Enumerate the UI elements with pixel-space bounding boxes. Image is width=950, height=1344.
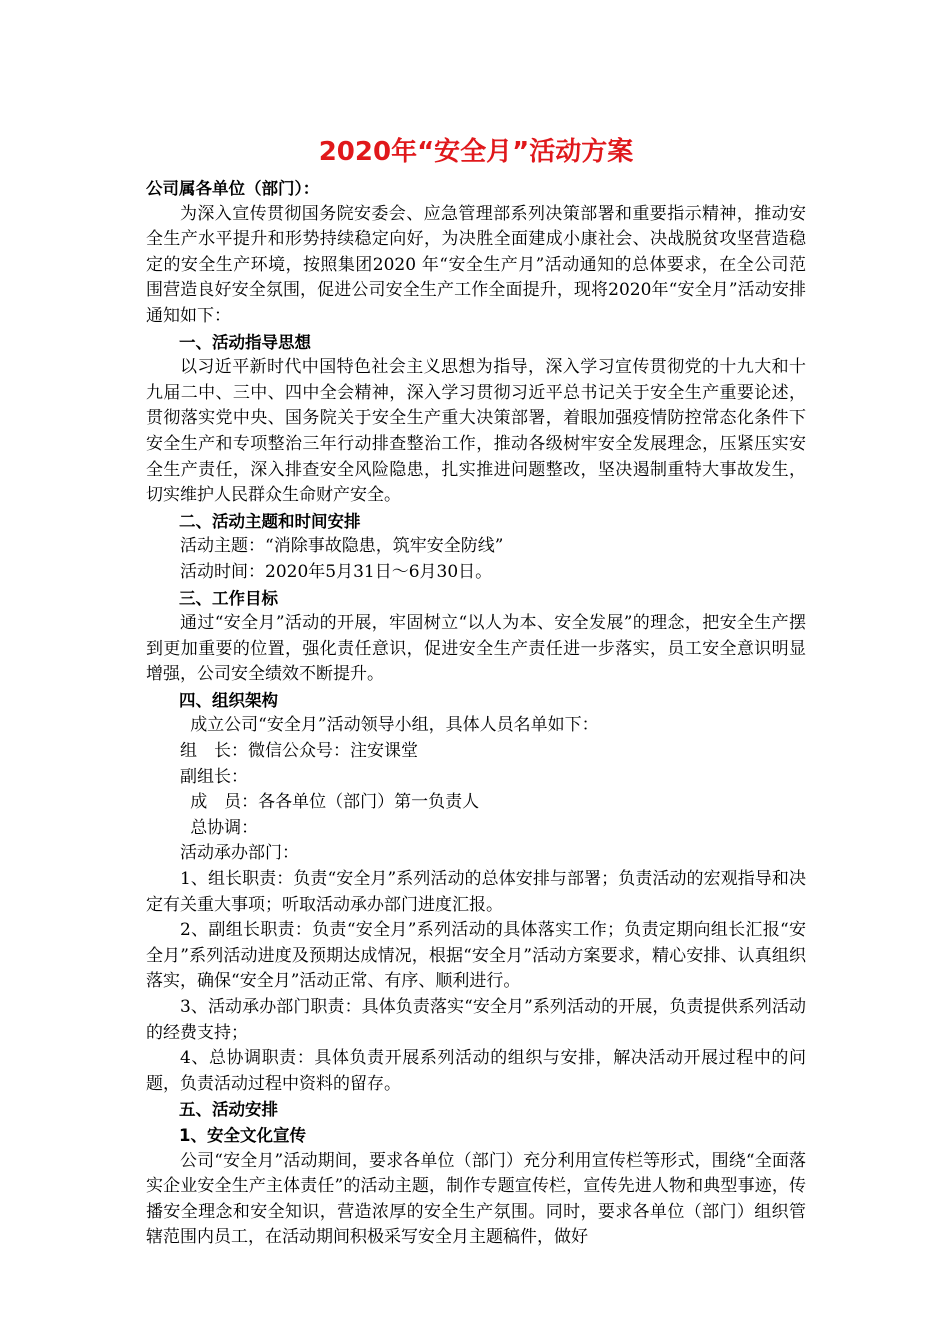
intro-paragraph: 为深入宣传贯彻国务院安委会、应急管理部系列决策部署和重要指示精神，推动安全生产水平提升和形势持续稳定向好，为决胜全面建成小康社会、决战脱贫攻坚营造稳定的安全生产环境，按照集团2020 年“安全生产月”活动通知的总体要求，在全公司范围营造良好安全氛围，促进公司安全生产工作全面提升，现将2020年“安全月”活动安排通知如下： xyxy=(146,203,806,326)
duty-1: 1、组长职责：负责“安全月”系列活动的总体安排与部署；负责活动的宏观指导和决定有关重大事项；听取活动承办部门进度汇报。 xyxy=(146,869,806,915)
section-4-heading: 四、组织架构 xyxy=(179,690,278,710)
section-3-heading: 三、工作目标 xyxy=(179,588,278,608)
org-department: 活动承办部门： xyxy=(180,843,299,864)
org-intro: 成立公司“安全月”活动领导小组，具体人员名单如下： xyxy=(190,715,599,736)
activity-theme: 活动主题：“消除事故隐患，筑牢安全防线” xyxy=(180,536,504,557)
document-page xyxy=(146,132,806,1251)
section-5-body: 公司“安全月”活动期间，要求各单位（部门）充分利用宣传栏等形式，围绕“全面落实企业安全生产主体责任”的活动主题，制作专题宣传栏，宣传先进人物和典型事迹，传播安全理念和安全知识，营造浓厚的安全生产氛围。同时，要求各单位（部门）组织管辖范围内员工，在活动期间积极采写安全月主题稿件，做好 xyxy=(146,1150,806,1248)
org-leader: 组 长：微信公众号：注安课堂 xyxy=(180,741,418,762)
document-title: 2020年“安全月”活动方案 xyxy=(318,137,634,167)
duty-2: 2、副组长职责：负责“安全月”系列活动的具体落实工作；负责定期向组长汇报“安全月”系列活动进度及预期达成情况，根据“安全月”活动方案要求，精心安排、认真组织落实，确保“安全月”活动正常、有序、顺利进行。 xyxy=(146,920,806,992)
org-deputy: 副组长： xyxy=(180,766,248,787)
org-members: 成 员：各各单位（部门）第一负责人 xyxy=(190,792,480,813)
section-1-heading: 一、活动指导思想 xyxy=(179,332,311,352)
activity-time: 活动时间：2020年5月31日～6月30日。 xyxy=(180,561,493,582)
section-2-heading: 二、活动主题和时间安排 xyxy=(179,511,361,531)
duty-3: 3、活动承办部门职责：具体负责落实“安全月”系列活动的开展，负责提供系列活动的经费支持； xyxy=(146,997,806,1043)
duty-4: 4、总协调职责：具体负责开展系列活动的组织与安排，解决活动开展过程中的问题，负责活动过程中资料的留存。 xyxy=(146,1048,806,1094)
org-coordinator: 总协调： xyxy=(190,817,259,838)
salutation: 公司属各单位（部门）： xyxy=(146,179,320,198)
section-3-body: 通过“安全月”活动的开展，牢固树立“以人为本、安全发展”的理念，把安全生产摆到更加重要的位置，强化责任意识，促进安全生产责任进一步落实，员工安全意识明显增强，公司安全绩效不断提升。 xyxy=(146,613,806,685)
section-5-sub-1: 1、安全文化宣传 xyxy=(179,1125,306,1145)
section-5-heading: 五、活动安排 xyxy=(179,1100,278,1120)
section-1-body: 以习近平新时代中国特色社会主义思想为指导，深入学习宣传贯彻党的十九大和十九届二中、三中、四中全会精神，深入学习贯彻习近平总书记关于安全生产重要论述，贯彻落实党中央、国务院关于安全生产重大决策部署，着眼加强疫情防控常态化条件下安全生产和专项整治三年行动排查整治工作，推动各级树牢安全发展理念，压紧压实安全生产责任，深入排查安全风险隐患，扎实推进问题整改，坚决遏制重特大事故发生，切实维护人民群众生命财产安全。 xyxy=(146,357,806,506)
